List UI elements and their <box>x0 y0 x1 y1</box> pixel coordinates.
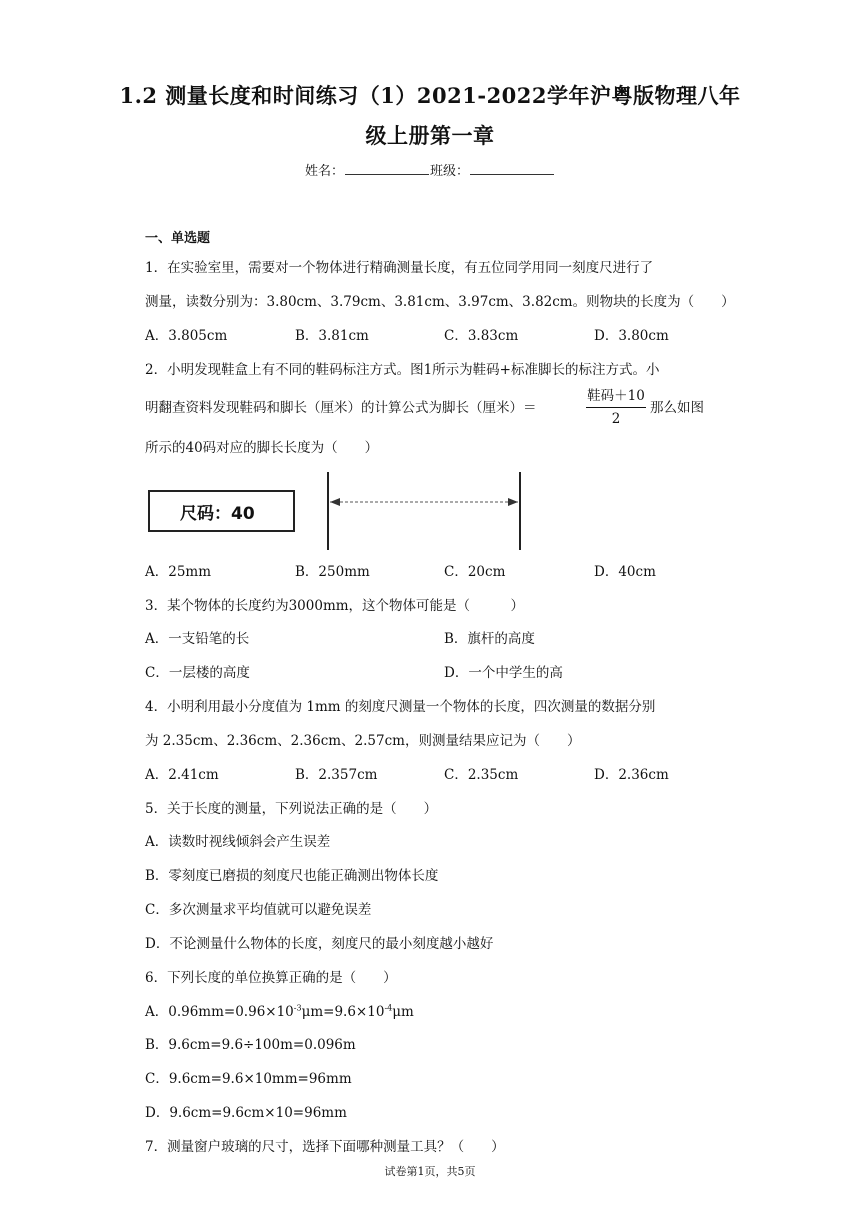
q3-option-c: C．一层楼的高度 <box>145 665 250 681</box>
q4-option-d: D．2.36cm <box>594 767 669 783</box>
q6-option-a-exp1: -3 <box>293 1003 302 1013</box>
q6-option-a-part3: μm <box>392 1004 414 1020</box>
q2-option-a: A．25mm <box>145 564 212 580</box>
q1-line-2: 测量，读数分别为：3.80cm、3.79cm、3.81cm、3.97cm、3.82cm。则物块的长度为（ ） <box>145 294 735 310</box>
q6-option-d: D．9.6cm=9.6cm×10=96mm <box>145 1105 347 1121</box>
foot-length-arrow-figure <box>322 470 532 552</box>
q3-line-1: 3．某个物体的长度约为3000mm，这个物体可能是（ ） <box>145 598 525 614</box>
name-blank[interactable] <box>345 162 429 175</box>
q2-option-d: D．40cm <box>594 564 656 580</box>
q1-option-c: C．3.83cm <box>444 328 519 344</box>
q3-option-a: A．一支铅笔的长 <box>145 631 250 647</box>
q6-option-a-part1: A．0.96mm=0.96×10 <box>145 1004 294 1020</box>
q6-option-a-part2: μm=9.6×10 <box>301 1004 385 1020</box>
q4-line-1: 4．小明利用最小分度值为 1mm 的刻度尺测量一个物体的长度，四次测量的数据分别 <box>145 699 656 715</box>
q4-option-a: A．2.41cm <box>145 767 219 783</box>
q7-line-1: 7．测量窗户玻璃的尺寸，选择下面哪种测量工具？（ ） <box>145 1139 505 1155</box>
q5-option-b: B．零刻度已磨损的刻度尺也能正确测出物体长度 <box>145 868 439 884</box>
q2-line-2: 明翻查资料发现鞋码和脚长（厘米）的计算公式为脚长（厘米）＝ <box>145 400 537 416</box>
q5-option-c: C．多次测量求平均值就可以避免误差 <box>145 902 372 918</box>
q3-option-d: D．一个中学生的高 <box>444 665 563 681</box>
q1-option-a: A．3.805cm <box>145 328 228 344</box>
q4-option-c: C．2.35cm <box>444 767 519 783</box>
q1-option-b: B．3.81cm <box>295 328 369 344</box>
name-label: 姓名： <box>304 164 344 179</box>
q2-line-1: 2．小明发现鞋盒上有不同的鞋码标注方式。图1所示为鞋码+标准脚长的标注方式。小 <box>145 362 660 378</box>
q6-line-1: 6．下列长度的单位换算正确的是（ ） <box>145 970 397 986</box>
q6-option-a <box>145 1000 414 1020</box>
shoe-size-formula-fraction <box>586 384 646 427</box>
q5-line-1: 5．关于长度的测量，下列说法正确的是（ ） <box>145 801 438 817</box>
q6-option-b: B．9.6cm=9.6÷100m=0.096m <box>145 1037 356 1053</box>
document-title-line-2: 级上册第一章 <box>365 123 495 148</box>
q6-option-a-exp2: -4 <box>384 1003 393 1013</box>
q1-line-1: 1．在实验室里，需要对一个物体进行精确测量长度，有五位同学用同一刻度尺进行了 <box>145 260 654 276</box>
q2-option-b: B．250mm <box>295 564 370 580</box>
q2-line-3: 所示的40码对应的脚长长度为（ ） <box>145 440 379 456</box>
q4-line-2: 为 2.35cm、2.36cm、2.36cm、2.57cm，则测量结果应记为（ ） <box>145 733 581 749</box>
q2-option-c: C．20cm <box>444 564 506 580</box>
q6-option-c: C．9.6cm=9.6×10mm=96mm <box>145 1071 352 1087</box>
q4-option-b: B．2.357cm <box>295 767 378 783</box>
section-heading: 一、单选题 <box>145 231 211 246</box>
class-label: 班级： <box>430 164 470 179</box>
fraction-denominator: 2 <box>611 411 621 427</box>
q3-option-b: B．旗杆的高度 <box>444 631 535 647</box>
q5-option-a: A．读数时视线倾斜会产生误差 <box>145 834 331 850</box>
page-footer: 试卷第1页，共5页 <box>384 1165 476 1178</box>
name-class-row <box>0 160 860 179</box>
class-blank[interactable] <box>470 162 554 175</box>
q1-option-d: D．3.80cm <box>594 328 669 344</box>
q2-line-2-after: 那么如图 <box>650 400 704 416</box>
q5-option-d: D．不论测量什么物体的长度，刻度尺的最小刻度越小越好 <box>145 936 494 952</box>
fraction-numerator: 鞋码＋10 <box>586 384 646 408</box>
shoe-size-label: 尺码：40 <box>180 503 255 524</box>
shoe-size-label-box <box>148 490 295 532</box>
right-arrowhead <box>508 498 518 506</box>
document-title-line-1: 1.2 测量长度和时间练习（1）2021-2022学年沪粤版物理八年 <box>119 83 741 108</box>
left-arrowhead <box>330 498 340 506</box>
